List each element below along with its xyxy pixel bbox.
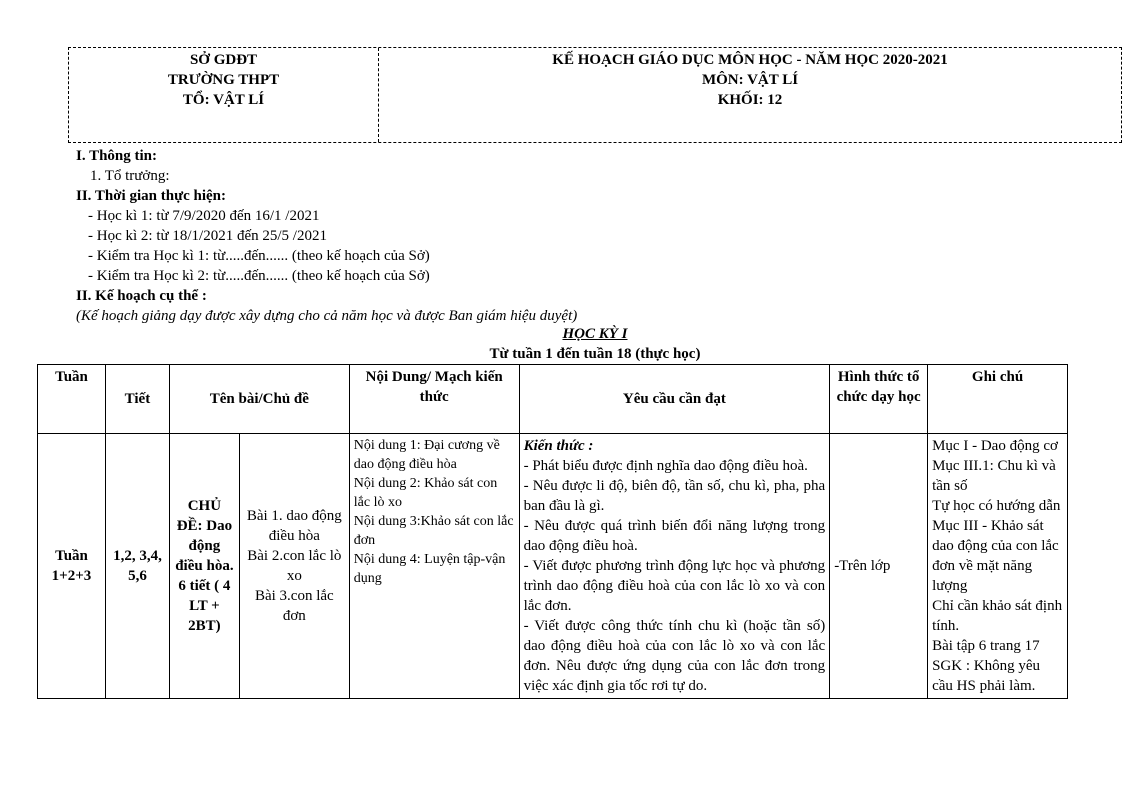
semester-range: Từ tuần 1 đến tuần 18 (thực học)	[489, 346, 701, 362]
subject-name: MÔN: VẬT LÍ	[701, 72, 799, 88]
header-left	[69, 48, 379, 142]
col-header-lesson: Tên bài/Chủ đề	[169, 365, 349, 434]
col-header-week: Tuần	[38, 365, 106, 434]
col-header-content: Nội Dung/ Mạch kiến thức	[349, 365, 519, 434]
section-2-heading: II. Thời gian thực hiện:	[76, 188, 226, 204]
form-cell: -Trên lớp	[830, 434, 928, 699]
content-item: Nội dung 2: Khảo sát con lắc lò xo	[353, 476, 498, 510]
department-name: SỞ GDĐT	[189, 52, 258, 68]
section-3-note: (Kế hoạch giảng dạy được xây dựng cho cả năm học và được Ban giám hiệu duyệt)	[76, 308, 578, 324]
table-header-row	[38, 365, 1068, 434]
school-name: TRƯỜNG THPT	[167, 72, 280, 88]
col-header-requirement: Yêu cầu cần đạt	[519, 365, 830, 434]
requirement-item: - Nêu được quá trình biến đổi năng lượng trong dao động điều hoà.	[523, 518, 826, 554]
period-cell: 1,2, 3,4, 5,6	[105, 434, 169, 699]
lesson-cell	[239, 434, 349, 699]
lesson-item: Bài 1. dao động điều hòa	[246, 508, 342, 544]
header-right	[379, 48, 1121, 142]
group-name: TỔ: VẬT LÍ	[182, 92, 265, 108]
section-2-item: - Học kì 1: từ 7/9/2020 đến 16/1 /2021	[88, 208, 320, 224]
document-header	[68, 47, 1122, 143]
table-row	[38, 434, 1068, 699]
content-item: Nội dung 1: Đại cương về dao động điều hòa	[353, 438, 500, 472]
section-1-item: 1. Tổ trưởng:	[90, 168, 170, 184]
col-header-form: Hình thức tổ chức dạy học	[830, 365, 928, 434]
requirement-item: - Nêu được li độ, biên độ, tần số, chu kì, pha, pha ban đầu là gì.	[523, 478, 826, 514]
requirement-item: - Viết được công thức tính chu kì (hoặc tần số) dao động điều hoà của con lắc lò xo và con lắc đơn. Nêu được ứng dụng của con lắc đơn trong việc xác định gia tốc rơi tự do.	[523, 618, 826, 694]
requirement-item: - Phát biểu được định nghĩa dao động điều hoà.	[523, 458, 808, 474]
note-cell	[928, 434, 1068, 699]
col-header-period: Tiết	[105, 365, 169, 434]
section-3-heading: II. Kế hoạch cụ thể :	[76, 288, 207, 304]
plan-table	[37, 364, 1068, 699]
topic-cell: CHỦ ĐỀ: Dao động điều hòa. 6 tiết ( 4 LT + 2BT)	[169, 434, 239, 699]
lesson-item: Bài 3.con lắc đơn	[254, 588, 334, 624]
col-header-note: Ghi chú	[928, 365, 1068, 434]
requirement-title: Kiến thức :	[523, 438, 594, 454]
note-item: Tự học có hướng dẫn	[932, 498, 1061, 514]
content-cell	[349, 434, 519, 699]
content-item: Nội dung 4: Luyện tập-vận dụng	[353, 552, 506, 586]
week-cell: Tuần 1+2+3	[38, 434, 106, 699]
note-item: Mục I - Dao động cơ	[932, 438, 1058, 454]
note-item: Mục III - Khảo sát dao động của con lắc đơn về mặt năng lượng	[932, 518, 1059, 594]
grade-name: KHỐI: 12	[717, 92, 783, 108]
note-item: Bài tập 6 trang 17 SGK : Không yêu cầu HS phải làm.	[932, 638, 1041, 694]
requirement-item: - Viết được phương trình động lực học và phương trình dao động điều hoà của con lắc lò xo và con lắc đơn.	[523, 558, 826, 614]
content-item: Nội dung 3:Khảo sát con lắc đơn	[353, 514, 514, 548]
plan-title: KẾ HOẠCH GIÁO DỤC MÔN HỌC - NĂM HỌC 2020-2021	[552, 52, 948, 68]
requirement-cell	[519, 434, 830, 699]
section-1-heading: I. Thông tin:	[76, 148, 158, 164]
note-item: Mục III.1: Chu kì và tần số	[932, 458, 1056, 494]
info-section	[76, 146, 577, 326]
section-2-item: - Kiểm tra Học kì 1: từ.....đến...... (theo kế hoạch của Sở)	[88, 248, 430, 264]
semester-title: HỌC KỲ I	[562, 326, 628, 342]
lesson-item: Bài 2.con lắc lò xo	[247, 548, 342, 584]
note-item: Chỉ cần khảo sát định tính.	[932, 598, 1063, 634]
section-2-item: - Học kì 2: từ 18/1/2021 đến 25/5 /2021	[88, 228, 327, 244]
section-2-item: - Kiểm tra Học kì 2: từ.....đến...... (theo kế hoạch của Sở)	[88, 268, 430, 284]
